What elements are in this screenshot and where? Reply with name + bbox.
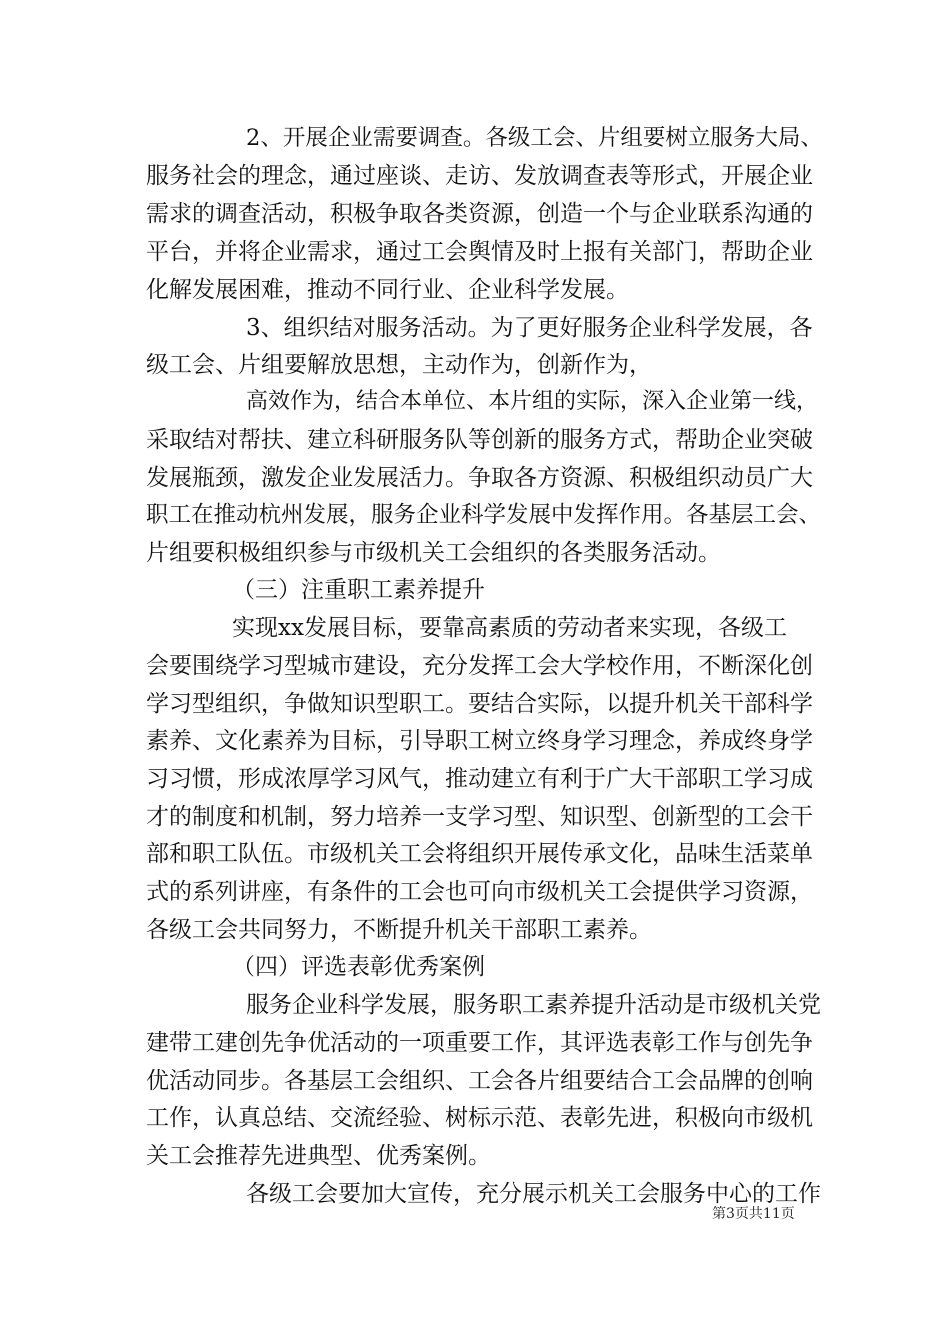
paragraph-line: 平台，并将企业需求，通过工会舆情及时上报有关部门，帮助企业 [146,239,813,265]
paragraph-line: 工作，认真总结、交流经验、树标示范、表彰先进，积极向市级机 [146,1105,813,1131]
paragraph-line: 素养、文化素养为目标，引导职工树立终身学习理念，养成终身学 [146,728,813,754]
paragraph-line: 化解发展困难，推动不同行业、企业科学发展。 [146,277,629,303]
paragraph-line: 级工会、片组要解放思想，主动作为，创新作为， [146,352,652,378]
paragraph-line: 职工在推动杭州发展，服务企业科学发展中发挥作用。各基层工会、 [146,502,822,528]
paragraph-line: 习习惯，形成浓厚学习风气，推动建立有利于广大干部职工学习成 [146,766,813,792]
paragraph-line: 服务企业科学发展，服务职工素养提升活动是市级机关党 [246,992,821,1018]
paragraph-line: 部和职工队伍。市级机关工会将组织开展传承文化，品味生活菜单 [146,841,813,867]
paragraph-line: 关工会推荐先进典型、优秀案例。 [146,1143,491,1169]
paragraph-line: 各级工会要加大宣传，充分展示机关工会服务中心的工作 [246,1181,821,1207]
paragraph-line: 发展瓶颈，激发企业发展活力。争取各方资源、积极组织动员广大 [146,465,813,491]
paragraph-line: 优活动同步。各基层工会组织、工会各片组要结合工会品牌的创响 [146,1068,813,1094]
paragraph-line: 学习型组织，争做知识型职工。要结合实际，以提升机关干部科学 [146,691,813,717]
section-heading: （四）评选表彰优秀案例 [232,954,485,980]
paragraph-line: 3、组织结对服务活动。为了更好服务企业科学发展，各 [246,315,813,341]
paragraph-line: 片组要积极组织参与市级机关工会组织的各类服务活动。 [146,540,721,566]
paragraph-line: 式的系列讲座，有条件的工会也可向市级机关工会提供学习资源， [146,879,813,905]
paragraph-line: 建带工建创先争优活动的一项重要工作，其评选表彰工作与创先争 [146,1030,813,1056]
paragraph-line: 会要围绕学习型城市建设，充分发挥工会大学校作用，不断深化创 [146,653,813,679]
paragraph-line: 各级工会共同努力，不断提升机关干部职工素养。 [146,917,652,943]
paragraph-line: 2、开展企业需要调查。各级工会、片组要树立服务大局、 [246,125,823,151]
paragraph-line: 高效作为，结合本单位、本片组的实际，深入企业第一线， [246,389,819,414]
paragraph-line: 服务社会的理念，通过座谈、走访、发放调查表等形式，开展企业 [146,163,813,189]
page-number-footer: 第3页共11页 [712,1206,795,1222]
paragraph-line: 实现xx发展目标，要靠高素质的劳动者来实现，各级工 [232,615,787,641]
paragraph-line: 采取结对帮扶、建立科研服务队等创新的服务方式，帮助企业突破 [146,427,813,453]
paragraph-line: 需求的调查活动，积极争取各类资源，创造一个与企业联系沟通的 [146,201,813,227]
section-heading: （三）注重职工素养提升 [232,577,485,603]
paragraph-line: 才的制度和机制，努力培养一支学习型、知识型、创新型的工会干 [146,804,813,830]
